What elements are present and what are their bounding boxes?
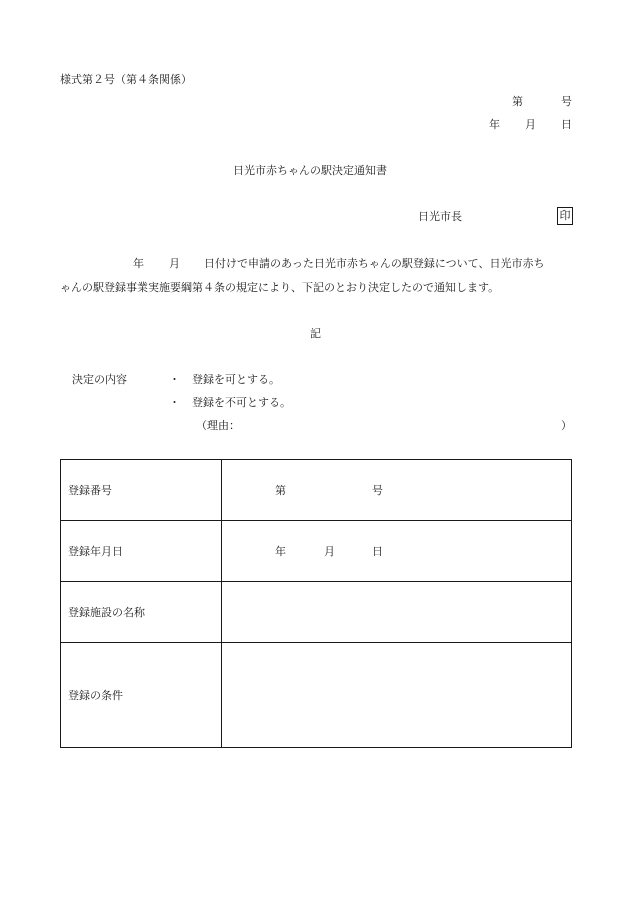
registration-date-day: 日	[372, 545, 383, 558]
conditions-value	[222, 643, 572, 748]
form-label: 様式第２号（第４条関係）	[60, 73, 192, 86]
bullet: ・	[169, 373, 180, 386]
registration-date-value	[222, 521, 572, 582]
table-row	[61, 643, 572, 748]
facility-name-label: 登録施設の名称	[61, 582, 222, 643]
registration-number-value	[222, 460, 572, 521]
registration-number-go: 号	[372, 484, 383, 497]
decision-option-approve: 登録を可とする。	[192, 373, 280, 386]
decision-label: 決定の内容	[72, 373, 127, 386]
ki-heading: 記	[310, 327, 321, 340]
doc-date-day: 日	[561, 118, 572, 131]
reason-close: ）	[561, 419, 572, 432]
bullet: ・	[169, 396, 180, 409]
doc-number-dai: 第	[512, 95, 523, 108]
registration-date-month: 月	[324, 545, 335, 558]
issuer-name: 日光市長	[418, 210, 462, 223]
table-row	[61, 460, 572, 521]
seal-stamp: 印	[557, 207, 573, 225]
doc-date-year: 年	[489, 118, 500, 131]
doc-date-month: 月	[525, 118, 536, 131]
registration-number-label: 登録番号	[61, 460, 222, 521]
conditions-label: 登録の条件	[61, 643, 222, 748]
registration-date-year: 年	[275, 545, 286, 558]
reason-open: （理由：	[196, 419, 240, 432]
body-year: 年	[133, 257, 144, 270]
document-title: 日光市赤ちゃんの駅決定通知書	[233, 164, 387, 177]
body-line-2: ゃんの駅登録事業実施要綱第４条の規定により、下記のとおり決定したので通知します。	[60, 281, 500, 294]
doc-number-go: 号	[561, 95, 572, 108]
body-line-1: 日付けで申請のあった日光市赤ちゃんの駅登録について、日光市赤ち	[204, 257, 545, 270]
table-row	[61, 521, 572, 582]
registration-number-dai: 第	[275, 484, 286, 497]
decision-option-deny: 登録を不可とする。	[192, 396, 291, 409]
registration-table	[60, 459, 572, 748]
body-month: 月	[169, 257, 180, 270]
table-row	[61, 582, 572, 643]
registration-date-label: 登録年月日	[61, 521, 222, 582]
facility-name-value	[222, 582, 572, 643]
